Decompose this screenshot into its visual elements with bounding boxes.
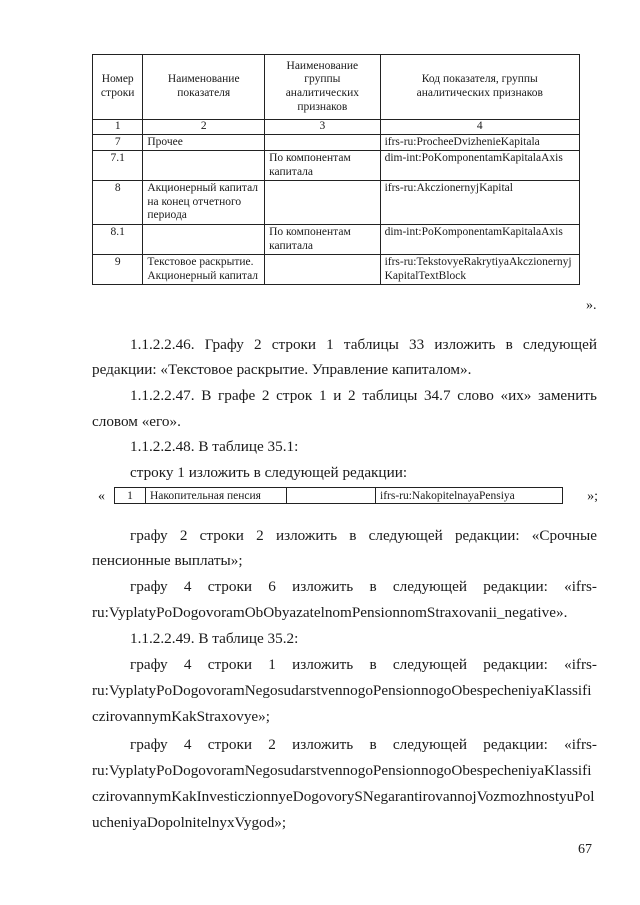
row-indicator-name: Накопительная пенсия [146, 488, 287, 504]
row-indicator-name [143, 151, 265, 181]
table-row [115, 488, 563, 504]
paragraph-line: ucheniyaDopolnitelnyxVygod»; [92, 814, 287, 831]
paragraph-line: графу 4 строки 6 изложить в следующей редакции: «ifrs- [130, 578, 597, 595]
header-indicator-name: Наименование показателя [143, 55, 265, 120]
paragraph-line: строку 1 изложить в следующей редакции: [130, 464, 408, 481]
row-group-name [265, 255, 380, 285]
row-indicator-name [143, 224, 265, 254]
table-row [93, 151, 580, 181]
column-number-row [93, 120, 580, 135]
paragraph-line: czirovannymKakInvesticzionnyeDogovorySNegarantirovannojVozmozhnostyuPol [92, 788, 595, 805]
row-number: 7 [93, 134, 143, 151]
paragraph-line: 1.1.2.2.46. Графу 2 строки 1 таблицы 33 изложить в следующей [130, 336, 597, 353]
header-group-name: Наименование группы аналитических признаков [265, 55, 380, 120]
row-indicator-name: Текстовое раскрытие. Акционерный капитал [143, 255, 265, 285]
opening-quote: « [98, 489, 105, 504]
row-group-name: По компонентам капитала [265, 224, 380, 254]
header-row-number: Номер строки [93, 55, 143, 120]
row-indicator-name: Прочее [143, 134, 265, 151]
row-code: ifrs-ru:ProcheeDvizhenieKapitala [380, 134, 579, 151]
table-row [93, 255, 580, 285]
table-row [93, 181, 580, 225]
row-code: dim-int:PoKomponentamKapitalaAxis [380, 224, 579, 254]
table-header-row [93, 55, 580, 120]
paragraph-line: ru:VyplatyPoDogovoramNegosudarstvennogoPensionnogoObespecheniyaKlassifi [92, 762, 592, 779]
paragraph-line: редакции: «Текстовое раскрытие. Управление капиталом». [92, 361, 472, 378]
pension-row-table [114, 487, 563, 504]
row-number: 8 [93, 181, 143, 225]
column-number: 4 [380, 120, 579, 135]
paragraph-line: словом «его». [92, 413, 181, 430]
paragraph-line: графу 4 строки 2 изложить в следующей редакции: «ifrs- [130, 736, 597, 753]
paragraph-line: 1.1.2.2.48. В таблице 35.1: [130, 438, 299, 455]
column-number: 1 [93, 120, 143, 135]
column-number: 3 [265, 120, 380, 135]
page-number: 67 [578, 842, 592, 857]
row-group-name [265, 134, 380, 151]
row-code: ifrs-ru:TekstovyeRakrytiyaAkczionernyjKapitalTextBlock [380, 255, 579, 285]
paragraph-line: графу 4 строки 1 изложить в следующей редакции: «ifrs- [130, 656, 597, 673]
inline-row-table [98, 487, 598, 507]
table-row [93, 224, 580, 254]
row-number: 8.1 [93, 224, 143, 254]
paragraph-line: czirovannymKakStraxovye»; [92, 708, 270, 725]
row-number: 9 [93, 255, 143, 285]
table-closing-quote: ». [586, 298, 597, 313]
row-group-name [287, 488, 376, 504]
row-group-name: По компонентам капитала [265, 151, 380, 181]
row-code: dim-int:PoKomponentamKapitalaAxis [380, 151, 579, 181]
closing-quote: »; [587, 489, 598, 504]
paragraph-line: ru:VyplatyPoDogovoramObObyazatelnomPensionnomStraxovanii_negative». [92, 604, 568, 621]
table-row [93, 134, 580, 151]
indicators-table [92, 54, 580, 285]
row-code: ifrs-ru:NakopitelnayaPensiya [376, 488, 563, 504]
paragraph-line: ru:VyplatyPoDogovoramNegosudarstvennogoPensionnogoObespecheniyaKlassifi [92, 682, 592, 699]
row-number: 7.1 [93, 151, 143, 181]
row-indicator-name: Акционерный капитал на конец отчетного периода [143, 181, 265, 225]
column-number: 2 [143, 120, 265, 135]
header-code: Код показателя, группы аналитических признаков [380, 55, 579, 120]
paragraph-line: графу 2 строки 2 изложить в следующей редакции: «Срочные [130, 527, 597, 544]
paragraph-line: 1.1.2.2.49. В таблице 35.2: [130, 630, 299, 647]
row-group-name [265, 181, 380, 225]
paragraph-line: 1.1.2.2.47. В графе 2 строк 1 и 2 таблицы 34.7 слово «их» заменить [130, 387, 597, 404]
paragraph-line: пенсионные выплаты»; [92, 552, 243, 569]
row-number: 1 [115, 488, 146, 504]
row-code: ifrs-ru:AkczionernyjKapital [380, 181, 579, 225]
